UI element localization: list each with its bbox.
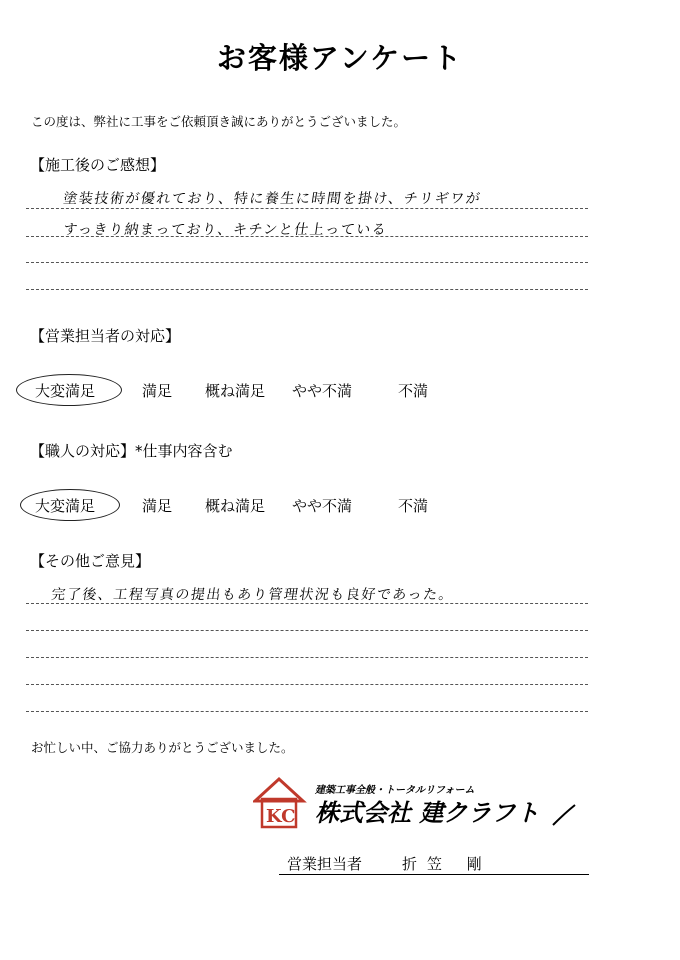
page-title: お客様アンケート: [216, 41, 464, 75]
writing-line: [26, 603, 588, 604]
rating-option[interactable]: 満足: [142, 382, 173, 400]
rating-option[interactable]: 大変満足: [35, 382, 96, 400]
writing-line: [26, 236, 588, 237]
sales-rating-options: [0, 380, 680, 404]
writing-line: [26, 630, 588, 631]
handwritten-other-comment: 完了後、工程写真の提出もあり管理状況も良好であった。: [50, 587, 456, 603]
writing-line: [26, 208, 588, 209]
writing-line: [26, 711, 588, 712]
rating-option[interactable]: 不満: [398, 382, 429, 400]
house-icon: [255, 779, 303, 827]
craftsmen-rating-options: [0, 495, 680, 519]
closing-text: お忙しい中、ご協力ありがとうございました。: [31, 740, 294, 755]
company-name: 株式会社 建クラフト: [315, 799, 540, 827]
rating-option[interactable]: やや不満: [292, 382, 353, 400]
writing-line: [26, 684, 588, 685]
writing-line: [26, 262, 588, 263]
rating-option[interactable]: やや不満: [292, 497, 353, 515]
handwritten-impression-line-1: 塗装技術が優れており、特に養生に時間を掛け、チリギワが: [62, 191, 483, 207]
logo-letters: KC: [266, 806, 296, 827]
section-heading-other-comments: 【その他ご意見】: [30, 552, 151, 570]
writing-line: [26, 289, 588, 290]
section-heading-sales-rep: 【営業担当者の対応】: [30, 327, 181, 345]
rating-option[interactable]: 概ね満足: [205, 497, 266, 515]
rating-option[interactable]: 概ね満足: [205, 382, 266, 400]
staff-name: 折笠 剛: [402, 855, 492, 873]
rating-option[interactable]: 不満: [398, 497, 429, 515]
writing-line: [26, 657, 588, 658]
staff-label: 営業担当者: [287, 855, 363, 873]
company-tagline: 建築工事全般・トータルリフォーム: [315, 785, 475, 796]
signature-line: [279, 874, 589, 875]
section-heading-craftsmen: 【職人の対応】*仕事内容含む: [30, 442, 233, 460]
company-logo: [253, 773, 583, 837]
rating-option[interactable]: 大変満足: [35, 497, 96, 515]
section-heading-impressions: 【施工後のご感想】: [30, 156, 166, 174]
intro-text: この度は、弊社に工事をご依頼頂き誠にありがとうございました。: [31, 114, 407, 129]
handwritten-impression-line-2: すっきり納まっており、キチンと仕上っている: [62, 222, 389, 238]
rating-option[interactable]: 満足: [142, 497, 173, 515]
